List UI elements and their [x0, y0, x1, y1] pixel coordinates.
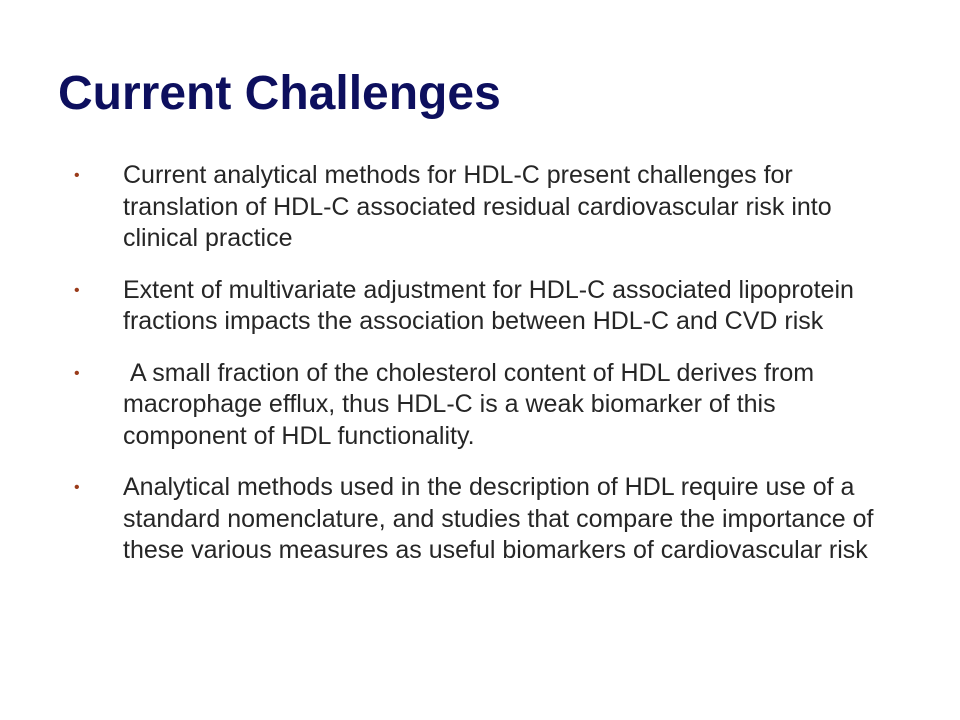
bullet-list [0, 160, 960, 587]
bullet-item [0, 472, 960, 567]
bullet-text: A small fraction of the cholesterol content of HDL derives from macrophage efflux, thus HDL-C is a weak biomarker of this component of HDL functionality. [123, 358, 822, 450]
bullet-marker: • [74, 364, 80, 382]
bullet-item [0, 160, 960, 255]
bullet-item [0, 358, 960, 453]
bullet-marker: • [74, 479, 80, 496]
slide-title: Current Challenges [58, 67, 501, 120]
bullet-marker: • [74, 281, 80, 299]
bullet-text: Extent of multivariate adjustment for HDL-C associated lipoprotein fractions impacts the association between HDL-C and CVD risk [123, 275, 861, 335]
bullet-text: Current analytical methods for HDL-C present challenges for translation of HDL-C associated residual cardiovascular risk into clinical practice [123, 161, 839, 252]
bullet-text: Analytical methods used in the description of HDL require use of a standard nomenclature, and studies that compare the importance of these various measures as useful biomarkers of cardiovascular risk [123, 473, 881, 564]
bullet-item [0, 275, 960, 338]
bullet-marker: • [74, 167, 80, 184]
